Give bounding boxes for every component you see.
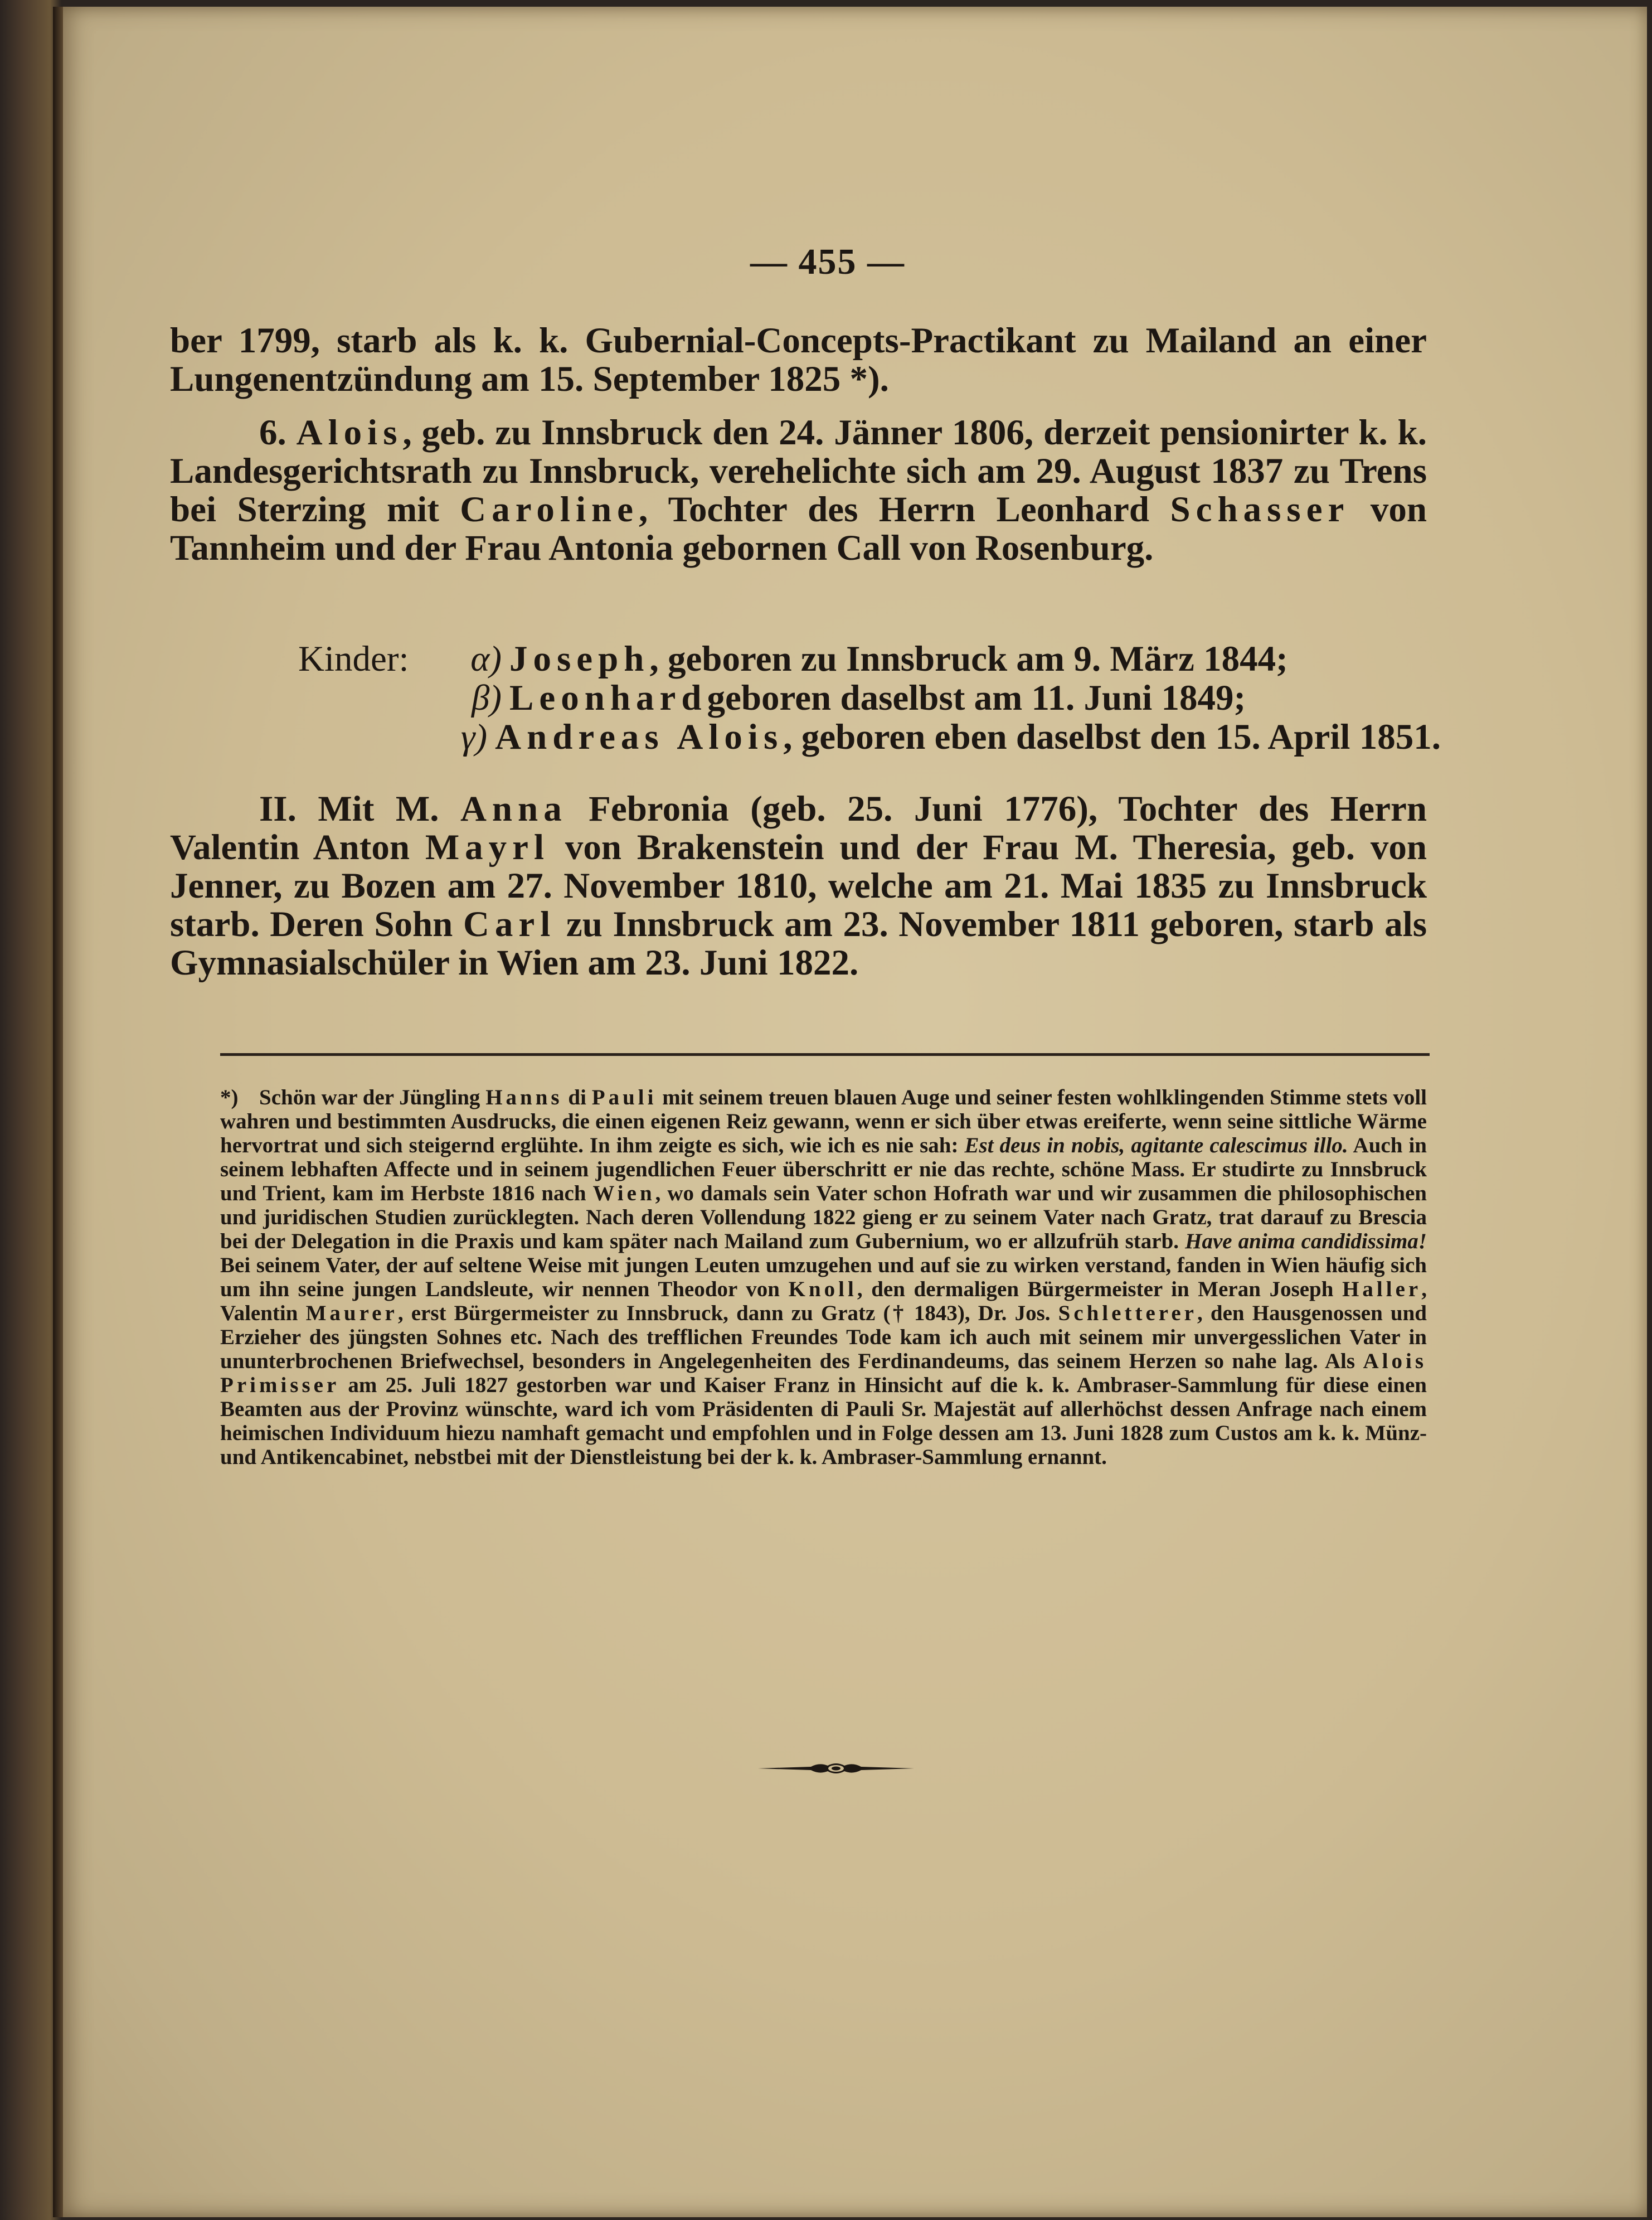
second-son: Carl xyxy=(463,904,556,944)
alois-name: Alois xyxy=(296,413,403,453)
footnote-text: , den Hausgenossen und Erzieher des jüngsten Sohnes etc. Nach des trefflichen Freundes Tode kam ich auch mit seinem mir unvergesslichen Vater in ununterbrochenen Briefwechsel, besonders in Angelegenheiten des Ferdinandeums, das seinem Herzen so nahe lag. Als xyxy=(220,1301,1427,1373)
list-item xyxy=(298,718,1441,757)
footnote-spaced-name: Maurer xyxy=(305,1301,398,1325)
footnote-spaced-name: Pauli xyxy=(591,1085,657,1109)
paragraph-continuation: ber 1799, starb als k. k. Gubernial-Concepts-Practikant zu Mailand an einer Lungenentzündung am 15. September 1825 *). xyxy=(170,321,1427,399)
footnote-spaced-name: Schletterer xyxy=(1058,1301,1197,1325)
footnote-spaced-name: Wien xyxy=(592,1181,655,1205)
tailpiece-ornament-icon xyxy=(758,1760,914,1777)
child-mark: α) xyxy=(470,639,502,679)
alois-wife-name: Caroline xyxy=(460,489,639,530)
alois-text-2: , Tochter des Herrn Leonhard xyxy=(639,489,1170,530)
page-number: — 455 — xyxy=(750,241,905,282)
footnote-text: Schön war der Jüngling xyxy=(259,1085,486,1109)
alois-text-3: von Tannheim und der Frau Antonia gebornen Call von Rosenburg. xyxy=(170,489,1427,568)
footnote-text: , Valentin xyxy=(220,1277,1427,1325)
footnote-text: , erst Bürgermeister zu Innsbruck, dann zu Gratz († 1843), Dr. Jos. xyxy=(397,1301,1058,1325)
second-name: Anna xyxy=(460,789,567,829)
paragraph-alois xyxy=(170,414,1427,568)
second-text-1: II. Mit M. xyxy=(259,789,460,829)
children-prefix: Kinder: xyxy=(298,639,409,679)
second-text-2: Febronia (geb. 25. Juni 1776), Tochter des Herrn Valentin Anton xyxy=(170,789,1427,867)
paragraph-second-marriage xyxy=(170,790,1427,982)
footnote-text: , den dermaligen Bürgermeister in Meran Joseph xyxy=(857,1277,1343,1301)
second-text-3: von Brakenstein und der Frau M. Theresia, geb. von Jenner, zu Bozen am 27. November 1810, welche am 21. Mai 1835 zu Innsbruck starb. Deren Sohn xyxy=(170,827,1427,944)
footnote-divider xyxy=(220,1053,1430,1056)
footnote-mark: *) xyxy=(220,1085,239,1109)
child-mark: β) xyxy=(471,678,502,718)
footnote-text: mit seinem treuen blauen Auge und seiner festen wohlklingenden Stimme stets voll wahren und bestimmten Ausdrucks, die einen eigenen Reiz gewann, wenn er sich über etwas ereiferte, wenn seine sittliche Wärme hervortrat und sich steigernd erglühte. In ihm zeigte es sich, wie ich es nie sah: xyxy=(220,1085,1427,1157)
children-list xyxy=(298,639,1441,757)
child-name: Andreas Alois xyxy=(495,717,784,757)
second-text-4: zu Innsbruck am 23. November 1811 geboren, starb als Gymnasialschüler in Wien am 23. Juni 1822. xyxy=(170,904,1427,983)
child-name: Leonhard xyxy=(509,678,707,718)
footnote-text: , wo damals sein Vater schon Hofrath war und wir zusammen die philosophischen und juridischen Studien zurücklegten. Nach deren Vollendung 1822 gieng er zu seinem Vater nach Gratz, trat darauf zu Brescia bei der Delegation in die Praxis und kam später nach Mailand zum Gubernium, wo er allzufrüh starb. xyxy=(220,1181,1427,1253)
child-mark: γ) xyxy=(460,717,488,757)
footnote-spaced-name: Knoll xyxy=(788,1277,857,1301)
footnote xyxy=(220,1085,1427,1469)
footnote-latin-quote: Have anima candidissima! xyxy=(1185,1229,1427,1253)
footnote-latin-quote: Est deus in nobis, agitante calescimus illo. xyxy=(964,1133,1348,1157)
alois-lead: 6. xyxy=(259,413,297,453)
list-item xyxy=(298,678,1441,718)
footnote-text: di xyxy=(562,1085,592,1109)
footnote-spaced-name: Haller xyxy=(1342,1277,1422,1301)
list-item xyxy=(298,639,1441,678)
second-family: Mayrl xyxy=(425,827,550,867)
child-details: geboren daselbst am 11. Juni 1849; xyxy=(707,678,1246,718)
footnote-spaced-name: Alois Primisser xyxy=(220,1349,1427,1397)
alois-wife-father: Schasser xyxy=(1170,489,1350,530)
document-page xyxy=(53,7,1647,2217)
child-details: , geboren zu Innsbruck am 9. März 1844; xyxy=(649,639,1288,679)
footnote-text: am 25. Juli 1827 gestorben war und Kaiser Franz in Hinsicht auf die k. k. Ambraser-Sammlung für diese einen Beamten aus der Provinz wünschte, ward ich vom Präsidenten di Pauli Sr. Majestät auf allerhöchst dessen Anfrage nach einem heimischen Individuum hiezu namhaft gemacht und empfohlen und in Folge dessen am 13. Juni 1828 zum Custos am k. k. Münz- und Antikencabinet, nebstbei mit der Dienstleistung bei der k. k. Ambraser-Sammlung ernannt. xyxy=(220,1373,1427,1469)
footnote-spaced-name: Hanns xyxy=(485,1085,563,1109)
child-name: Joseph xyxy=(509,639,650,679)
alois-text-1: , geb. zu Innsbruck den 24. Jänner 1806, derzeit pensionirter k. k. Landesgerichtsrath zu Innsbruck, verehelichte sich am 29. August 1837 zu Trens bei Sterzing mit xyxy=(170,413,1427,530)
child-details: , geboren eben daselbst den 15. April 1851. xyxy=(783,717,1441,757)
footnote-text: Auch in seinem lebhaften Affecte und in seinem jugendlichen Feuer überschritt er nie das rechte, schöne Mass. Er studirte zu Innsbruck und Trient, kam im Herbste 1816 nach xyxy=(220,1133,1427,1205)
footnote-text: Bei seinem Vater, der auf seltene Weise mit jungen Leuten umzugehen und auf sie zu wirken verstand, fanden in Wien häufig sich um ihn seine jungen Landsleute, wir nennen Theodor von xyxy=(220,1253,1427,1301)
